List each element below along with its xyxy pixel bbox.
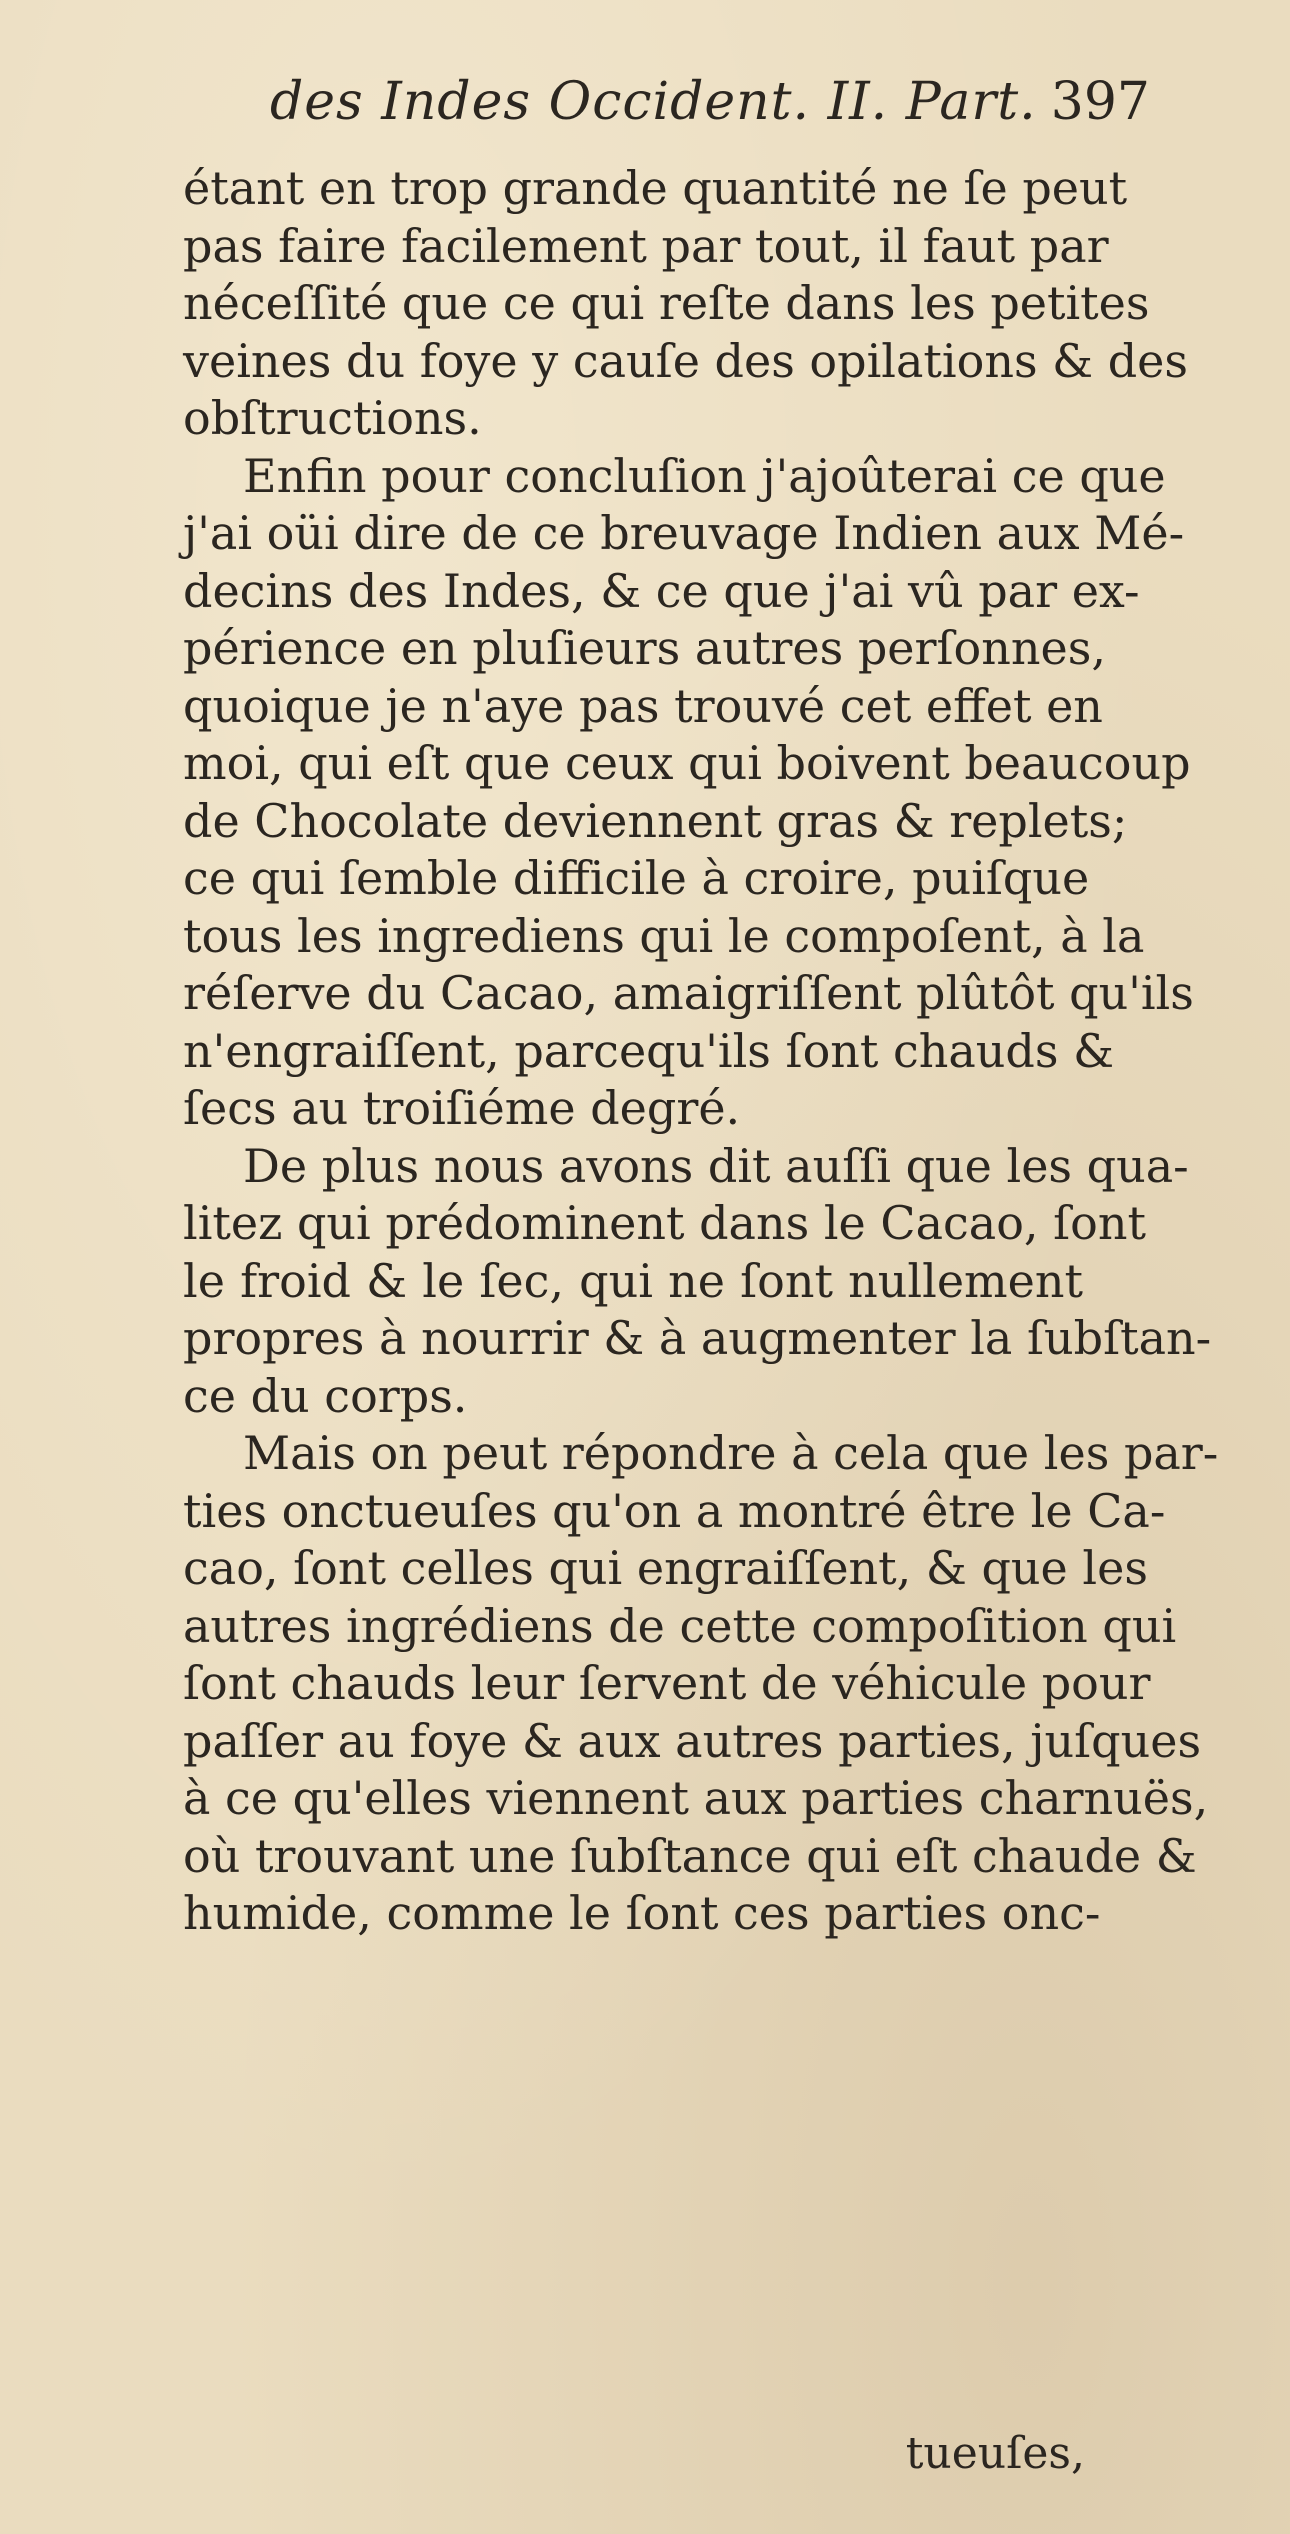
text-line: ſont chauds leur ſervent de véhicule pour xyxy=(183,1656,1151,1710)
text-line: De plus nous avons dit auſſi que les qua- xyxy=(243,1138,1189,1193)
text-line: j'ai oüi dire de ce breuvage Indien aux Mé- xyxy=(183,506,1185,560)
text-line: tous les ingrediens qui le compoſent, à la xyxy=(183,908,1145,963)
paragraph xyxy=(183,1425,1219,1943)
text-line: autres ingrédiens de cette compoſition qui xyxy=(183,1598,1177,1653)
text-line: paſſer au foye & aux autres parties, juſques xyxy=(183,1713,1202,1768)
text-line: ce du corps. xyxy=(183,1368,468,1423)
text-line: Mais on peut répondre à cela que les par- xyxy=(243,1426,1219,1480)
running-title: des Indes Occident. II. Part. xyxy=(270,72,1037,132)
paragraph xyxy=(183,160,1189,448)
text-line: humide, comme le ſont ces parties onc- xyxy=(183,1886,1101,1940)
body-text xyxy=(183,160,1219,1943)
text-line: périence en pluſieurs autres perſonnes, xyxy=(183,621,1106,675)
text-line: où trouvant une ſubſtance qui eſt chaude & xyxy=(183,1828,1197,1883)
paragraph xyxy=(183,1138,1212,1426)
text-line: ſecs au troiſiéme degré. xyxy=(183,1081,741,1135)
paragraph xyxy=(183,448,1194,1138)
text-line: moi, qui eſt que ceux qui boivent beaucoup xyxy=(183,736,1191,790)
text-line: litez qui prédominent dans le Cacao, ſont xyxy=(183,1196,1146,1250)
page-header xyxy=(270,72,1150,152)
text-line: ties onctueuſes qu'on a montré être le Ca- xyxy=(183,1483,1166,1538)
page-number: 397 xyxy=(1050,72,1150,132)
text-line: cao, ſont celles qui engraiſſent, & que les xyxy=(183,1541,1148,1595)
text-line: quoique je n'aye pas trouvé cet effet en xyxy=(183,678,1103,733)
text-line: veines du foye y cauſe des opilations & des xyxy=(183,333,1189,388)
text-line: decins des Indes, & ce que j'ai vû par ex- xyxy=(183,563,1140,618)
text-line: étant en trop grande quantité ne ſe peut xyxy=(183,161,1128,215)
text-line: obſtructions. xyxy=(183,391,482,445)
text-line: propres à nourrir & à augmenter la ſubſtan- xyxy=(183,1311,1212,1365)
text-line: pas faire facilement par tout, il faut par xyxy=(183,218,1109,273)
text-line: à ce qu'elles viennent aux parties charnuës, xyxy=(183,1771,1209,1825)
text-line: Enfin pour concluſion j'ajoûterai ce que xyxy=(243,448,1166,503)
text-line: n'engraiſſent, parcequ'ils ſont chauds & xyxy=(183,1023,1115,1078)
text-line: ce qui ſemble difficile à croire, puiſque xyxy=(183,851,1090,905)
catchword: tueuſes, xyxy=(905,2428,1085,2479)
text-line: réſerve du Cacao, amaigriſſent plûtôt qu'ils xyxy=(183,966,1194,1020)
text-line: de Chocolate deviennent gras & replets; xyxy=(183,793,1128,848)
text-line: le froid & le ſec, qui ne ſont nullement xyxy=(183,1253,1083,1308)
text-line: néceſſité que ce qui reſte dans les petites xyxy=(183,276,1150,330)
